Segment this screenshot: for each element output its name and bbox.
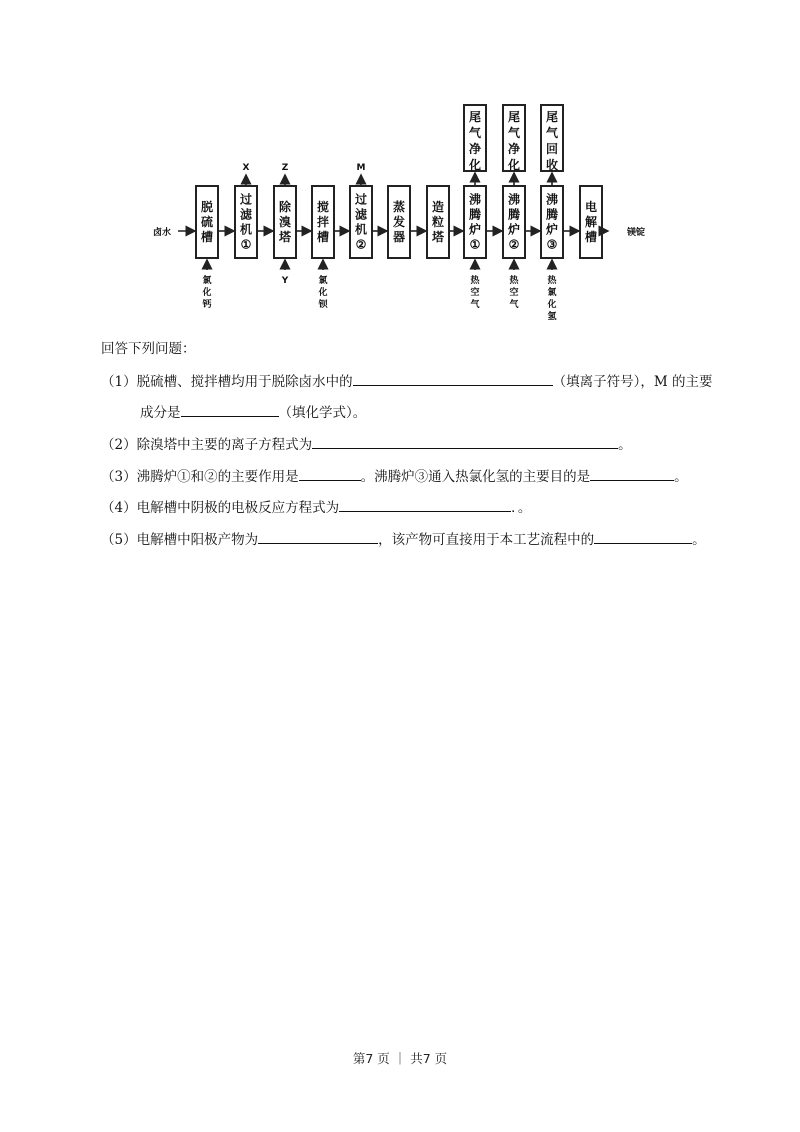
bottom-input-label-9: 气 — [509, 300, 519, 310]
unit-label-10: 炉 — [545, 222, 559, 237]
answer-blank-1b[interactable] — [181, 403, 279, 417]
question-4 — [101, 498, 531, 517]
unit-label-3: 除 — [278, 200, 292, 214]
question-1-text-a: （1）脱硫槽、搅拌槽均用于脱除卤水中的 — [101, 374, 353, 390]
bottom-input-label-10: 氢 — [547, 312, 557, 322]
unit-label-8: 腾 — [468, 207, 482, 222]
question-3-text-a: （3）沸腾炉①和②的主要作用是 — [101, 469, 299, 485]
unit-label-6: 蒸 — [392, 200, 406, 214]
question-3-text-c: 。 — [674, 469, 688, 485]
unit-label-9: 腾 — [507, 207, 521, 222]
answer-blank-5b[interactable] — [594, 530, 692, 544]
unit-label-8: 沸 — [468, 192, 482, 207]
bottom-input-label-1: 化 — [202, 288, 212, 298]
unit-label-5: ② — [355, 237, 367, 252]
question-1-text-b: （填离子符号），M 的主要 — [552, 374, 713, 390]
bottom-input-label-1: 氯 — [202, 276, 212, 286]
tail-gas-label-8: 气 — [468, 126, 482, 140]
unit-label-3: 溴 — [278, 215, 292, 229]
unit-label-9: 沸 — [507, 192, 521, 207]
question-1-text-c: 成分是 — [140, 405, 181, 421]
question-4-text-b: ．。 — [511, 500, 532, 516]
bottom-input-label-3: Y — [281, 276, 289, 286]
unit-label-9: 炉 — [507, 222, 521, 237]
unit-label-2: 滤 — [239, 207, 253, 222]
unit-label-11: 解 — [584, 215, 598, 229]
tail-gas-label-9: 化 — [507, 158, 521, 172]
unit-label-1: 脱 — [200, 200, 214, 214]
unit-label-2: 过 — [239, 192, 253, 207]
unit-label-10: ③ — [546, 237, 558, 252]
unit-label-11: 槽 — [584, 230, 598, 244]
question-2-text-a: （2）除溴塔中主要的离子方程式为 — [101, 437, 313, 453]
tail-gas-label-9: 气 — [507, 126, 521, 140]
question-5-text-c: 。 — [692, 532, 706, 548]
unit-label-5: 机 — [354, 222, 368, 237]
tail-gas-label-10: 尾 — [545, 110, 559, 124]
process-flow-diagram — [0, 0, 800, 330]
tail-gas-label-10: 收 — [545, 158, 559, 172]
top-output-label-5: M — [356, 163, 366, 173]
question-1-line-1 — [101, 372, 712, 391]
bottom-input-label-4: 钡 — [318, 300, 328, 310]
unit-label-4: 拌 — [316, 215, 330, 229]
bottom-input-label-1: 钙 — [202, 300, 212, 310]
bottom-input-label-4: 化 — [318, 288, 328, 298]
unit-label-1: 槽 — [200, 230, 214, 244]
unit-label-8: ① — [469, 237, 481, 252]
unit-label-1: 硫 — [200, 215, 214, 229]
bottom-input-label-8: 热 — [470, 276, 480, 286]
question-5-text-a: （5）电解槽中阳极产物为 — [101, 532, 259, 548]
bottom-input-label-10: 热 — [547, 276, 557, 286]
bottom-input-label-8: 气 — [470, 300, 480, 310]
unit-label-6: 器 — [392, 230, 406, 244]
tail-gas-label-9: 净 — [507, 142, 521, 156]
unit-label-2: ① — [240, 237, 252, 252]
tail-gas-label-8: 化 — [468, 158, 482, 172]
bottom-input-label-9: 空 — [509, 288, 519, 298]
question-4-text-a: （4）电解槽中阴极的电极反应方程式为 — [101, 500, 340, 516]
question-3 — [101, 467, 688, 486]
bottom-input-label-10: 氯 — [547, 288, 557, 298]
unit-label-5: 滤 — [354, 207, 368, 222]
answer-blank-2[interactable] — [312, 435, 618, 449]
question-3-text-b: 。沸腾炉③通入热氯化氢的主要目的是 — [360, 469, 591, 485]
answer-blank-3a[interactable] — [299, 467, 361, 481]
tail-gas-label-8: 净 — [468, 142, 482, 156]
question-1-text-d: （填化学式）。 — [278, 405, 367, 421]
answer-blank-1a[interactable] — [353, 372, 553, 386]
unit-label-7: 塔 — [431, 230, 445, 244]
tail-gas-label-10: 回 — [545, 142, 559, 156]
question-2 — [101, 435, 632, 454]
unit-label-2: 机 — [239, 222, 253, 237]
answer-blank-5a[interactable] — [258, 530, 378, 544]
unit-label-10: 沸 — [545, 192, 559, 207]
unit-label-4: 槽 — [316, 230, 330, 244]
unit-label-3: 塔 — [278, 230, 292, 244]
bottom-input-label-8: 空 — [470, 288, 480, 298]
unit-label-6: 发 — [392, 215, 406, 229]
bottom-input-label-9: 热 — [509, 276, 519, 286]
page-footer: 第7 页 ｜ 共7 页 — [352, 1051, 448, 1066]
unit-label-7: 粒 — [431, 215, 445, 229]
unit-label-11: 电 — [584, 200, 598, 214]
product-label: 镁锭 — [626, 228, 646, 238]
top-output-label-3: Z — [281, 163, 289, 173]
top-output-label-2: X — [242, 163, 250, 173]
bottom-input-label-4: 氯 — [318, 276, 328, 286]
question-5-text-b: ，该产物可直接用于本工艺流程中的 — [378, 532, 595, 548]
tail-gas-label-9: 尾 — [507, 110, 521, 124]
questions-intro: 回答下列问题： — [101, 341, 196, 357]
question-5 — [101, 530, 706, 549]
question-2-text-b: 。 — [618, 437, 632, 453]
tail-gas-label-8: 尾 — [468, 110, 482, 124]
unit-label-8: 炉 — [468, 222, 482, 237]
bottom-input-label-10: 化 — [547, 300, 557, 310]
unit-label-10: 腾 — [545, 207, 559, 222]
unit-label-7: 造 — [431, 200, 445, 214]
answer-blank-4[interactable] — [339, 498, 511, 512]
unit-label-5: 过 — [354, 192, 368, 207]
unit-label-4: 搅 — [316, 200, 330, 214]
question-1-line-2 — [140, 403, 366, 422]
feed-label: 卤水 — [152, 228, 172, 238]
answer-blank-3b[interactable] — [590, 467, 674, 481]
unit-label-9: ② — [508, 237, 520, 252]
tail-gas-label-10: 气 — [545, 126, 559, 140]
